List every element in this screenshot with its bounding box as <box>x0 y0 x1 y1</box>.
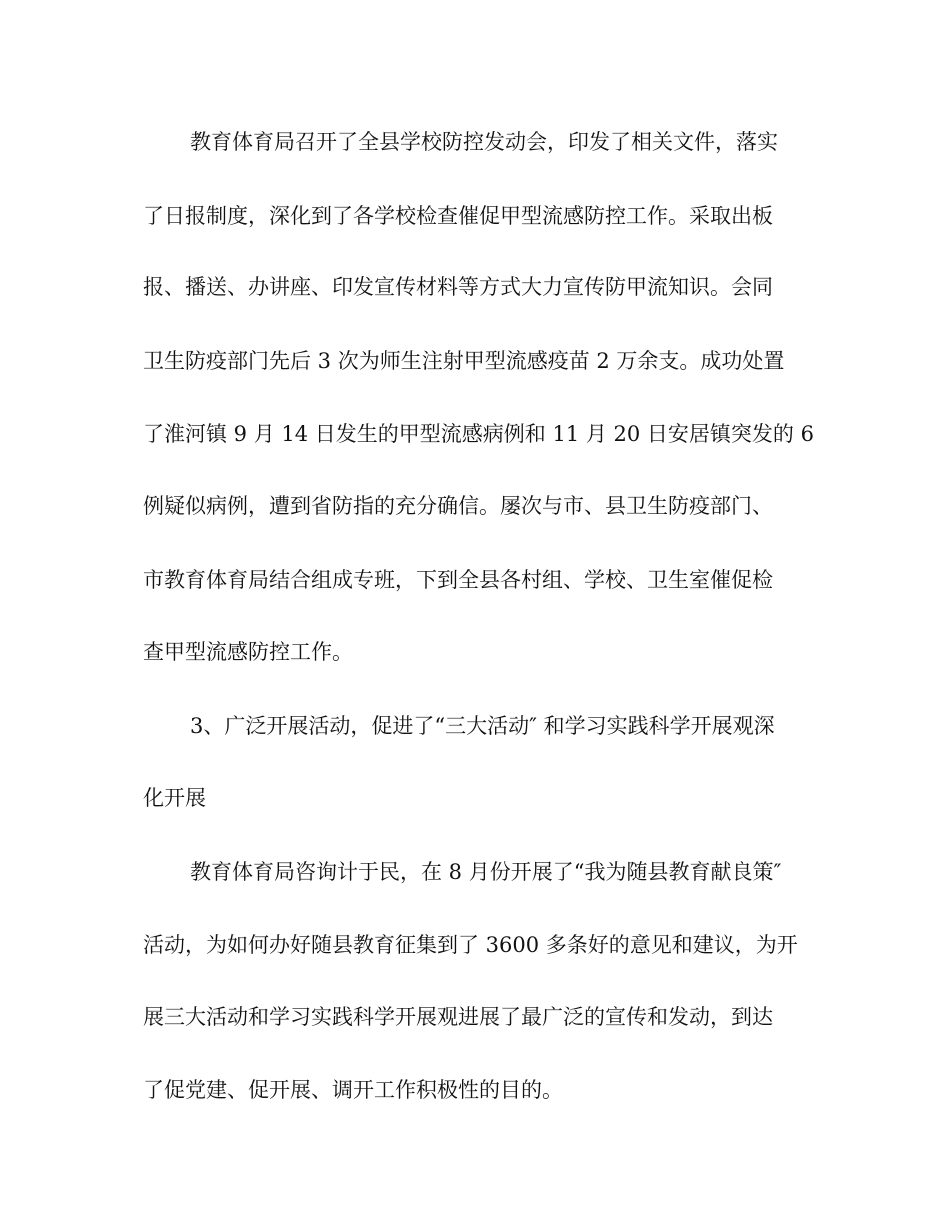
text-line: 市教育体育局结合组成专班，下到全县各村组、学校、卫生室催促检 <box>143 568 773 592</box>
heading-line: 化开展 <box>143 786 206 810</box>
text-line: 展三大活动和学习实践科学开展观进展了最广泛的宣传和发动，到达 <box>143 1005 773 1029</box>
text-line: 教育体育局咨询计于民，在 8 月份开展了“我为随县教育献良策″ <box>190 860 782 884</box>
text-line: 报、播送、办讲座、印发宣传材料等方式大力宣传防甲流知识。会同 <box>143 275 773 299</box>
heading-line: 3、广泛开展活动，促进了“三大活动″ 和学习实践科学开展观深 <box>190 714 775 738</box>
text-line: 例疑似病例，遭到省防指的充分确信。屡次与市、县卫生防疫部门、 <box>143 494 773 518</box>
text-line: 查甲型流感防控工作。 <box>143 640 353 664</box>
text-line: 活动，为如何办好随县教育征集到了 3600 多条好的意见和建议，为开 <box>143 933 798 957</box>
text-line: 卫生防疫部门先后 3 次为师生注射甲型流感疫苗 2 万余支。成功处置 <box>143 349 785 373</box>
text-line: 了促党建、促开展、调开工作积极性的目的。 <box>143 1078 563 1102</box>
text-line: 了淮河镇 9 月 14 日发生的甲型流感病例和 11 月 20 日安居镇突发的 6 <box>143 422 814 446</box>
text-line: 教育体育局召开了全县学校防控发动会，印发了相关文件，落实 <box>190 130 778 154</box>
text-line: 了日报制度，深化到了各学校检查催促甲型流感防控工作。采取出板 <box>143 204 773 228</box>
